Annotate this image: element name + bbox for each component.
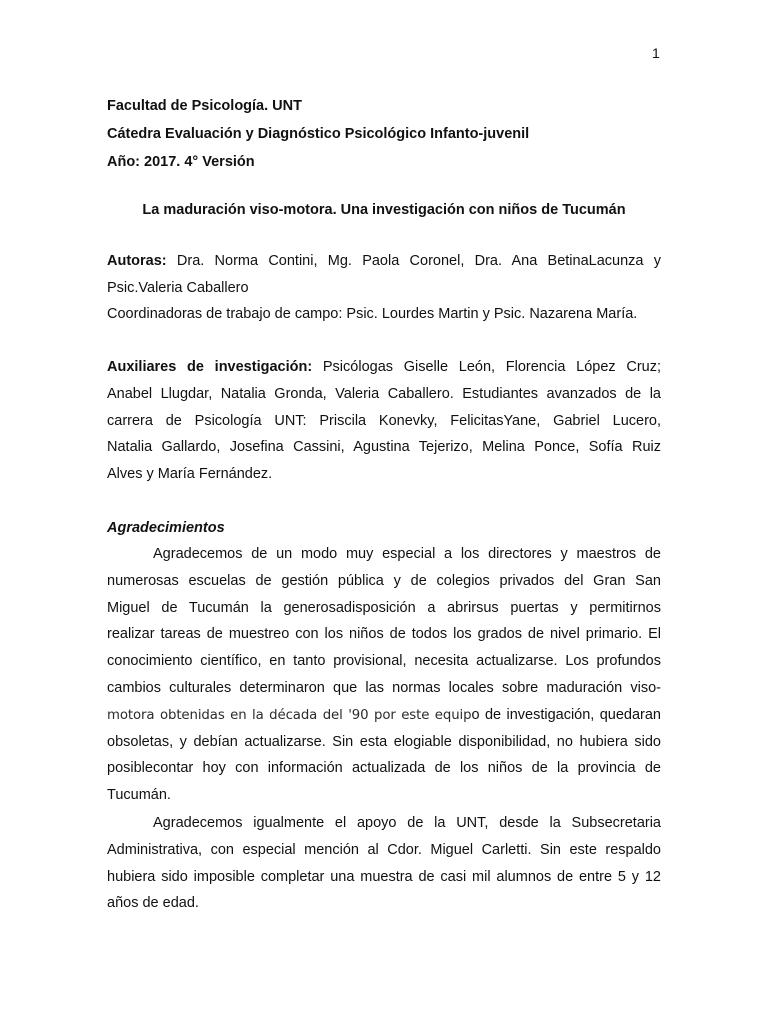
authors-block (107, 248, 661, 302)
authors-names-1: Dra. Norma Contini, Mg. Paola Coronel, Dra. Ana BetinaLacunza y (166, 253, 661, 269)
assistants-line-1 (107, 354, 661, 381)
ack-p1-line-8: obsoletas, y debían actualizarse. Sin esta elogiable disponibilidad, no hubiera sido (107, 733, 661, 750)
acknowledgements-paragraph-2 (107, 810, 661, 917)
ack-p1-line-4: realizar tareas de muestreo con los niños de todos los grados de nivel primario. El (107, 626, 661, 643)
ack-p2-line-4: años de edad. (107, 895, 199, 912)
ack-p2-line-1: Agradecemos igualmente el apoyo de la UNT, desde la Subsecretaria (153, 815, 661, 831)
acknowledgements-heading (107, 515, 661, 542)
page-number: 1 (652, 45, 660, 61)
header-faculty: Facultad de Psicología. UNT (107, 98, 302, 114)
ack-p1-line-5: conocimiento científico, en tanto provisional, necesita actualizarse. Los profundos (107, 653, 661, 670)
header-year-version: Año: 2017. 4° Versión (107, 154, 255, 170)
ack-p1-line-7 (107, 702, 661, 729)
assistants-names-1: Psicólogas Giselle León, Florencia López Cruz; (312, 359, 661, 375)
authors-line-1 (107, 248, 661, 275)
ack-p1-line-7-rest: o de investigación, quedaran (471, 706, 661, 723)
assistants-label: Auxiliares de investigación: (107, 359, 313, 375)
ack-p1-line-1: Agradecemos de un modo muy especial a los directores y maestros de (153, 546, 661, 562)
ack-p2-line-3: hubiera sido imposible completar una muestra de casi mil alumnos de entre 5 y 12 (107, 868, 661, 885)
document-header (107, 92, 667, 176)
assistants-line-3: carrera de Psicología UNT: Priscila Konevky, FelicitasYane, Gabriel Lucero, (107, 412, 661, 429)
ack-p2-line-2: Administrativa, con especial mención al Cdor. Miguel Carletti. Sin este respaldo (107, 841, 661, 858)
ack-p1-line-10: Tucumán. (107, 787, 171, 804)
ack-p1-line-3: Miguel de Tucumán la generosadisposición a abrirsus puertas y permitirnos (107, 599, 661, 616)
document-title: La maduración viso-motora. Una investigación con niños de Tucumán (142, 202, 626, 218)
ack-p1-line-9: posiblecontar hoy con información actualizada de los niños de la provincia de (107, 760, 661, 777)
acknowledgements-heading-text: Agradecimientos (107, 520, 225, 536)
ack-p1-line-6: cambios culturales determinaron que las normas locales sobre maduración viso- (107, 679, 661, 696)
authors-line-2: Psic.Valeria Caballero (107, 279, 249, 296)
coordinators-block (107, 301, 661, 328)
assistants-line-2: Anabel Llugdar, Natalia Gronda, Valeria Caballero. Estudiantes avanzados de la (107, 385, 661, 402)
acknowledgements-paragraph-1 (107, 541, 661, 809)
assistants-line-4: Natalia Gallardo, Josefina Cassini, Agustina Tejerizo, Melina Ponce, Sofía Ruiz (107, 439, 661, 456)
coordinators-line: Coordinadoras de trabajo de campo: Psic. Lourdes Martin y Psic. Nazarena María. (107, 306, 638, 322)
assistants-block (107, 354, 661, 488)
assistants-line-5: Alves y María Fernández. (107, 466, 273, 483)
ack-p1-line-2: numerosas escuelas de gestión pública y de colegios privados del Gran San (107, 572, 661, 589)
header-chair: Cátedra Evaluación y Diagnóstico Psicológico Infanto-juvenil (107, 126, 530, 142)
ack-p1-line-7-alt-font: motora obtenidas en la década del '90 por este equip (107, 707, 472, 723)
authors-label: Autoras: (107, 253, 167, 269)
